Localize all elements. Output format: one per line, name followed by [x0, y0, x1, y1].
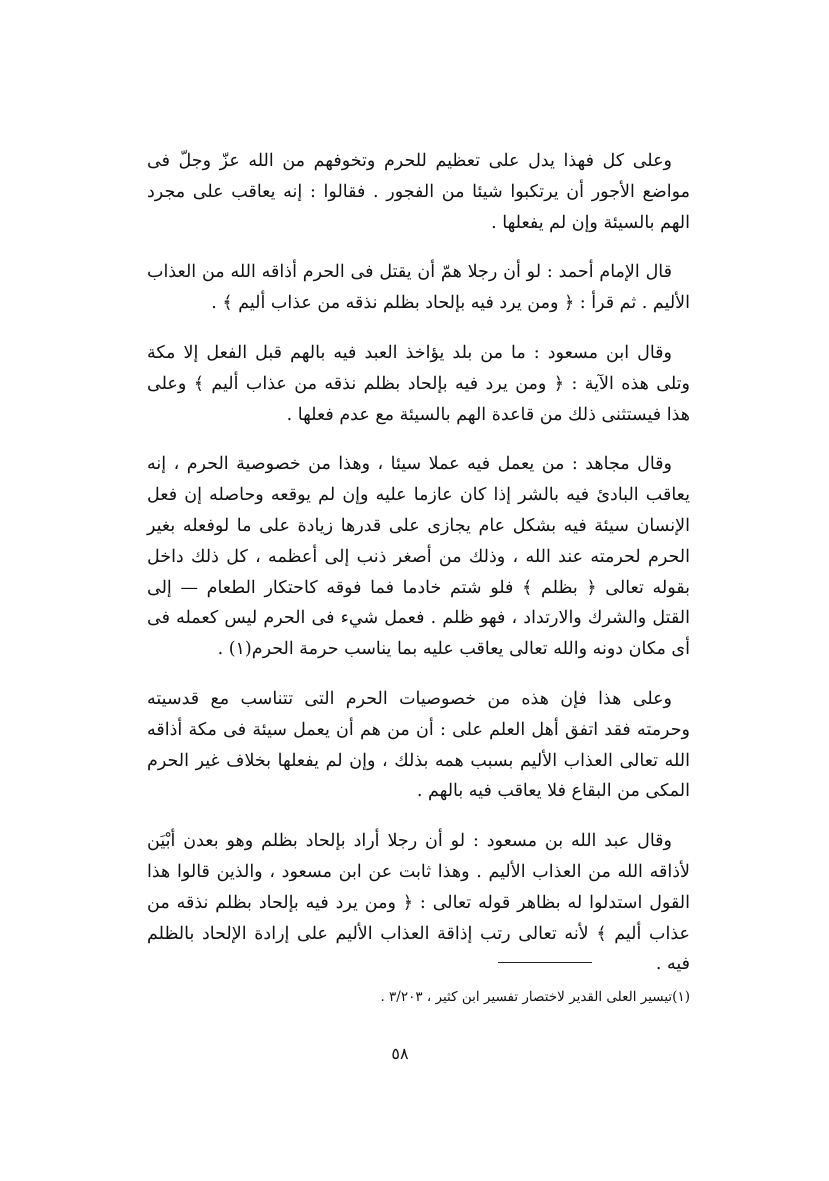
footnote-divider: [498, 962, 592, 963]
paragraph: وعلى هذا فإن هذه من خصوصيات الحرم التى تتناسب مع قدسيته وحرمته فقد اتفق أهل العلم على : أن من هم أن يعمل سيئة فى مكة أذاقه الله تعالى العذاب الأليم بسبب همه بذلك ، وإن لم يفعلها بخلاف غير الحرم المكى من البقاع فلا يعاقب فيه بالهم .: [147, 688, 690, 802]
paragraph: قال الإمام أحمد : لو أن رجلا همّ أن يقتل فى الحرم أذاقه الله من العذاب الأليم . ثم قرأ : ﴿ ومن يرد فيه بإلحاد بظلم نذقه من عذاب أليم ﴾ .: [147, 262, 690, 314]
paragraph: وقال عبد الله بن مسعود : لو أن رجلا أراد بإلحاد بظلم وهو بعدن أبْيَن لأذاقه الله من العذاب الأليم . وهذا ثابت عن ابن مسعود ، والذين قالوا هذا القول استدلوا له بظاهر قوله تعالى : ﴿ ومن يرد فيه بإلحاد بظلم نذقه من عذاب أليم ﴾ لأنه تعالى رتب إذاقة العذاب الأليم على إرادة الإلحاد بالظلم فيه .: [147, 831, 690, 975]
footnote: (١)تيسير العلى القدير لاختصار تفسير ابن كثير ، ٣/٢٠٣ .: [380, 989, 690, 1005]
page-number: ٥٨: [391, 1044, 409, 1063]
body-text: [147, 146, 690, 993]
paragraph: وقال ابن مسعود : ما من بلد يؤاخذ العبد فيه بالهم قبل الفعل إلا مكة وتلى هذه الآية : ﴿ ومن يرد فيه بإلحاد بظلم نذقه من عذاب أليم ﴾ وعلى هذا فيستثنى ذلك من قاعدة الهم بالسيئة مع عدم فعلها .: [147, 342, 690, 425]
paragraph: وقال مجاهد : من يعمل فيه عملا سيئا ، وهذا من خصوصية الحرم ، إنه يعاقب البادئ فيه بالشر إذا كان عازما عليه وإن لم يوقعه وحاصله إن فعل الإنسان سيئة فيه بشكل عام يجازى على قدرها زيادة على ما لوفعله بغير الحرم لحرمته عند الله ، وذلك من أصغر ذنب إلى أعظمه ، كل ذلك داخل بقوله تعالى ﴿ بظلم ﴾ فلو شتم خادما فما فوقه كاحتكار الطعام — إلى القتل والشرك والارتداد ، فهو ظلم . فعمل شيء فى الحرم ليس كعمله فى أى مكان دونه والله تعالى يعاقب عليه بما يناسب حرمة الحرم(١) .: [147, 454, 690, 660]
paragraph: وعلى كل فهذا يدل على تعظيم للحرم وتخوفهم من الله عزّ وجلّ فى مواضع الأجور أن يرتكبوا شيئا من الفجور . فقالوا : إنه يعاقب على مجرد الهم بالسيئة وإن لم يفعلها .: [147, 151, 690, 233]
